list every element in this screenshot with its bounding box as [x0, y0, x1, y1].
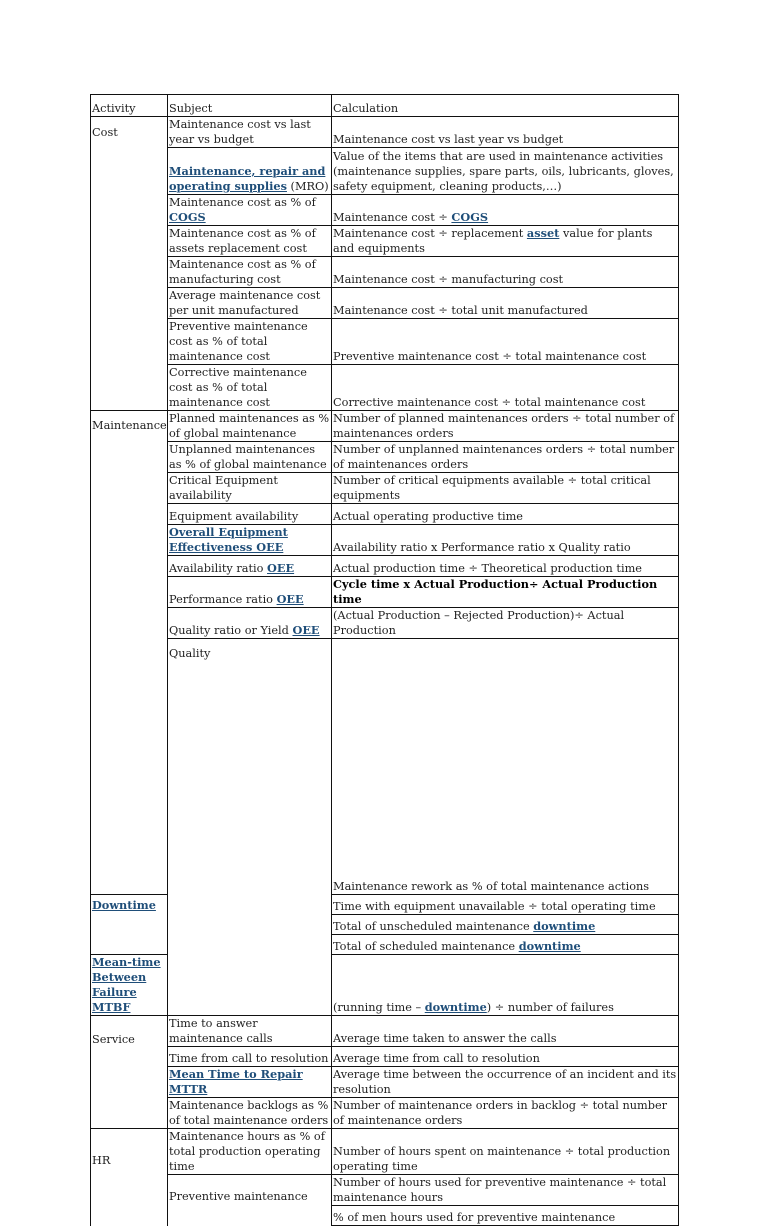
subject-cell [168, 1067, 332, 1098]
subject-cell: Time to answer maintenance calls [168, 1016, 332, 1047]
subject-cell [168, 608, 332, 639]
calculation-cell: Availability ratio x Performance ratio x Quality ratio [332, 525, 679, 556]
subject-cell: Maintenance cost as % of assets replacement cost [168, 226, 332, 257]
table-header-row [91, 95, 679, 117]
activity-quality: Quality [168, 639, 332, 1016]
subject-cell [168, 195, 332, 226]
subject-cell: Maintenance cost vs last year vs budget [168, 117, 332, 148]
calculation-text: Maintenance cost ÷ replacement [333, 227, 527, 240]
activity-cell-empty [91, 365, 168, 411]
table-row [91, 1129, 679, 1175]
calculation-cell: Preventive maintenance cost ÷ total maintenance cost [332, 319, 679, 365]
header-activity: Activity [91, 95, 168, 117]
activity-cell-empty [91, 226, 168, 257]
table-row [91, 525, 679, 556]
calculation-cell: Number of planned maintenances orders ÷ total number of maintenances orders [332, 411, 679, 442]
calculation-cell [332, 915, 679, 935]
table-row [91, 257, 679, 288]
calculation-suffix: value for plants and equipments [333, 227, 653, 255]
cogs-link[interactable]: COGS [451, 210, 489, 224]
subject-cell [168, 148, 332, 195]
header-subject: Subject [168, 95, 332, 117]
table-row [91, 1098, 679, 1129]
table-row [91, 608, 679, 639]
calculation-cell [332, 195, 679, 226]
subject-cell: Corrective maintenance cost as % of total maintenance cost [168, 365, 332, 411]
maintenance-kpi-table [90, 94, 679, 1226]
calculation-cell: Corrective maintenance cost ÷ total maintenance cost [332, 365, 679, 411]
subject-text: Performance ratio [169, 593, 277, 606]
subject-cell: Time from call to resolution [168, 1047, 332, 1067]
calculation-cell: Number of hours spent on maintenance ÷ total production operating time [332, 1129, 679, 1175]
table-row [91, 504, 679, 525]
calculation-text: Maintenance cost ÷ [333, 211, 452, 224]
cogs-link[interactable]: COGS [169, 210, 206, 224]
subject-text: Availability ratio [169, 562, 268, 575]
subject-text: Quality ratio or Yield [169, 624, 293, 637]
subject-cell: Maintenance hours as % of total production operating time [168, 1129, 332, 1175]
table-row [91, 639, 679, 895]
calculation-cell [332, 226, 679, 257]
calculation-suffix: ) ÷ number of failures [486, 1001, 614, 1014]
table-row [91, 195, 679, 226]
subject-cell: Planned maintenances as % of global maintenance [168, 411, 332, 442]
downtime-link[interactable]: Downtime [92, 898, 156, 912]
mttr-link[interactable]: Mean Time to Repair MTTR [169, 1067, 303, 1096]
calculation-cell: (Actual Production – Rejected Production)÷ Actual Production [332, 608, 679, 639]
subject-cell: Unplanned maintenances as % of global maintenance [168, 442, 332, 473]
calculation-cell [332, 955, 679, 1016]
calculation-cell: Value of the items that are used in maintenance activities (maintenance supplies, spare parts, oils, lubricants, gloves, safety equipment, cleaning products,…) [332, 148, 679, 195]
subject-text: Maintenance cost as % of [169, 196, 316, 209]
table-row [91, 1016, 679, 1047]
subject-cell: Equipment availability [168, 504, 332, 525]
calculation-cell: Number of unplanned maintenances orders ÷ total number of maintenances orders [332, 442, 679, 473]
subject-cell: Average maintenance cost per unit manufactured [168, 288, 332, 319]
calculation-cell [332, 935, 679, 955]
calculation-cell: Time with equipment unavailable ÷ total operating time [332, 895, 679, 915]
calculation-text: Total of scheduled maintenance [333, 940, 519, 953]
calculation-text: (running time – [333, 1001, 425, 1014]
downtime-link[interactable]: downtime [533, 919, 596, 933]
subject-cell: Maintenance backlogs as % of total maintenance orders [168, 1098, 332, 1129]
activity-cell-empty [91, 288, 168, 319]
calculation-cell: Average time between the occurrence of an incident and its resolution [332, 1067, 679, 1098]
mtbf-link[interactable]: Mean-time Between Failure MTBF [92, 955, 161, 1014]
calculation-cell: Actual operating productive time [332, 504, 679, 525]
activity-service: Service [91, 1016, 168, 1129]
calculation-cell [332, 577, 679, 608]
calculation-cell: Average time taken to answer the calls [332, 1016, 679, 1047]
calculation-cell: Number of maintenance orders in backlog ÷ total number of maintenance orders [332, 1098, 679, 1129]
calculation-cell: Number of hours used for preventive maintenance ÷ total maintenance hours [332, 1175, 679, 1206]
subject-cell [168, 525, 332, 556]
activity-maintenance: Maintenance [91, 411, 168, 895]
header-calculation: Calculation [332, 95, 679, 117]
table-row [91, 365, 679, 411]
subject-cell: Critical Equipment availability [168, 473, 332, 504]
downtime-link[interactable]: downtime [518, 939, 581, 953]
subject-cell [168, 556, 332, 577]
activity-hr: HR [91, 1129, 168, 1226]
subject-cell: Maintenance rework as % of total maintenance actions [332, 639, 679, 895]
table-row [91, 319, 679, 365]
activity-cost: Cost [91, 117, 168, 148]
calculation-cell: Maintenance cost ÷ total unit manufactured [332, 288, 679, 319]
oee-link[interactable]: OEE [267, 561, 295, 575]
table-row [91, 411, 679, 442]
mro-link[interactable]: Maintenance, repair and operating supplies [169, 164, 326, 193]
subject-cell [91, 955, 168, 1016]
subject-cell [168, 577, 332, 608]
activity-cell-empty [91, 319, 168, 365]
subject-cell: Maintenance cost as % of manufacturing cost [168, 257, 332, 288]
oee-link[interactable]: Overall Equipment Effectiveness OEE [169, 525, 288, 554]
calculation-cell: Maintenance cost ÷ manufacturing cost [332, 257, 679, 288]
calculation-text: Cycle time x Actual Production÷ Actual Production time [333, 577, 658, 606]
calculation-cell: Average time from call to resolution [332, 1047, 679, 1067]
table-row [91, 473, 679, 504]
table-row [91, 1047, 679, 1067]
subject-suffix: (MRO) [286, 180, 329, 193]
table-row [91, 577, 679, 608]
subject-cell [91, 895, 168, 955]
calculation-cell: Actual production time ÷ Theoretical production time [332, 556, 679, 577]
table-row [91, 556, 679, 577]
downtime-link[interactable]: downtime [424, 1000, 487, 1014]
activity-cell-empty [91, 148, 168, 195]
table-row [91, 442, 679, 473]
oee-link[interactable]: OEE [276, 592, 304, 606]
subject-cell: Preventive maintenance [168, 1175, 332, 1226]
calculation-cell: % of men hours used for preventive maintenance [332, 1206, 679, 1226]
table-row [91, 117, 679, 148]
activity-cell-empty [91, 195, 168, 226]
activity-cell-empty [91, 257, 168, 288]
table-row [91, 226, 679, 257]
table-row [91, 1067, 679, 1098]
calculation-cell: Number of critical equipments available ÷ total critical equipments [332, 473, 679, 504]
asset-link[interactable]: asset [526, 226, 560, 240]
calculation-text: Total of unscheduled maintenance [333, 920, 534, 933]
table-row [91, 288, 679, 319]
subject-cell: Preventive maintenance cost as % of total maintenance cost [168, 319, 332, 365]
oee-link[interactable]: OEE [292, 623, 320, 637]
table-row [91, 1175, 679, 1206]
table-row [91, 148, 679, 195]
calculation-cell: Maintenance cost vs last year vs budget [332, 117, 679, 148]
